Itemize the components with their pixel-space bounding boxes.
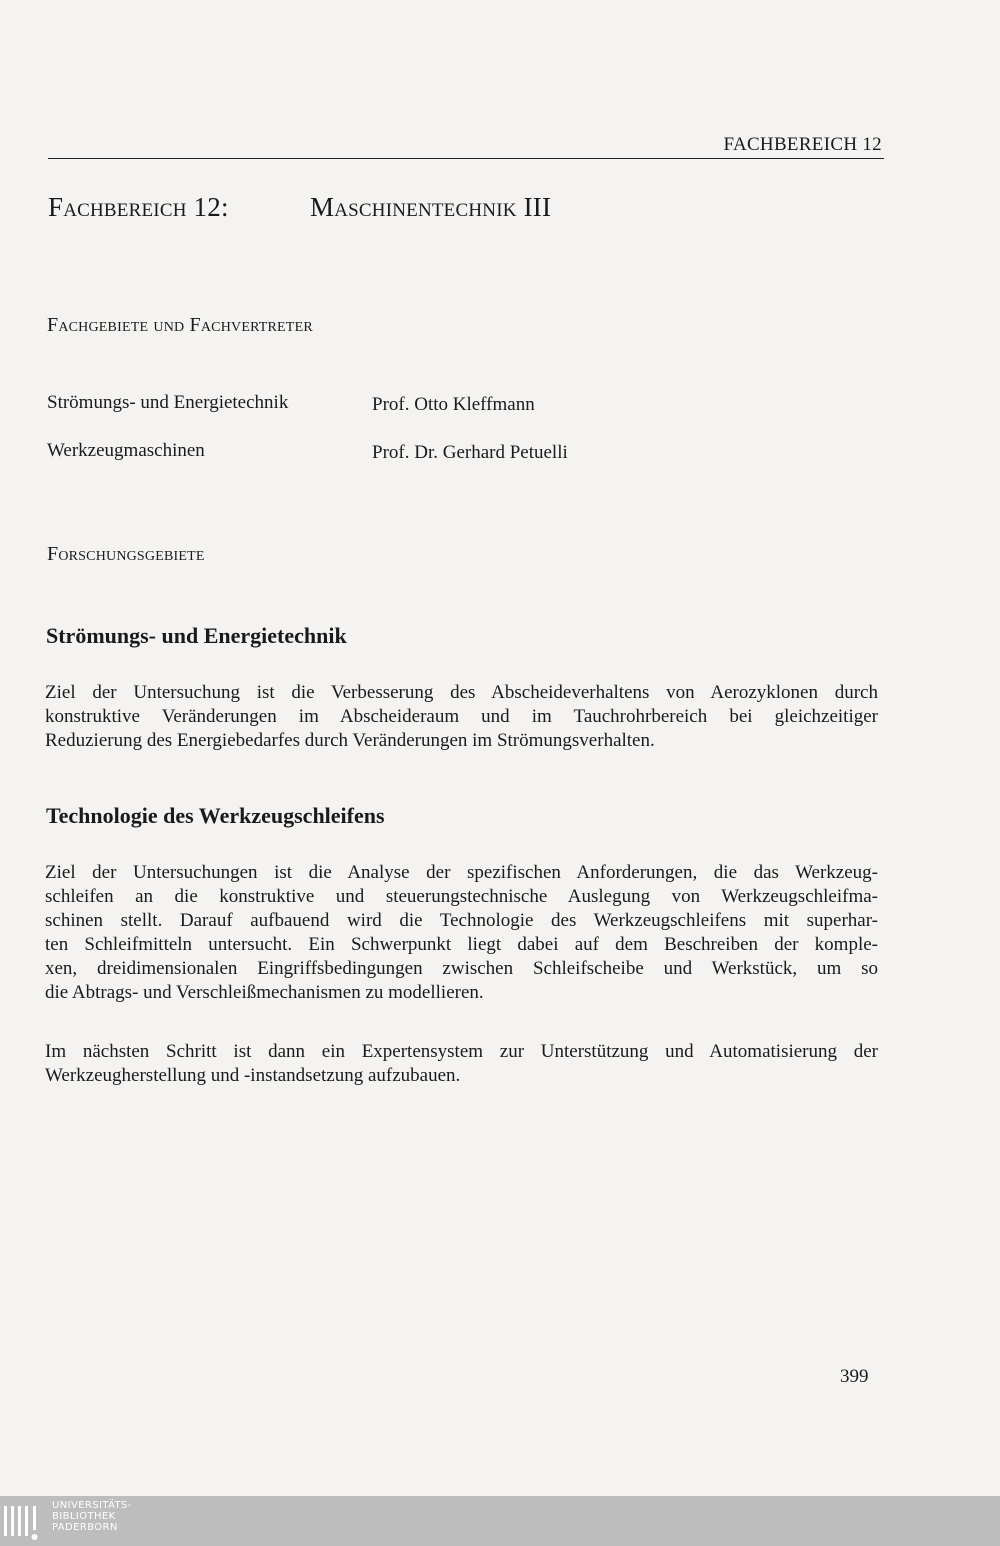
library-footer — [0, 1496, 1000, 1546]
research-heading-stroemung: Strömungs- und Energietechnik — [46, 623, 347, 648]
paragraph-line: xen, dreidimensionalen Eingriffsbedingungen zwischen Schleifscheibe und Werkstück, um so — [45, 958, 878, 979]
page-number: 399 — [840, 1366, 869, 1387]
running-head — [48, 132, 884, 159]
page-title-name: Maschinentechnik III — [310, 192, 552, 222]
page-title-number: Fachbereich 12: — [48, 192, 229, 222]
paragraph-line: schleifen an die konstruktive und steuerungstechnische Auslegung von Werkzeugschleifma- — [45, 886, 878, 907]
fachgebiet-person: Prof. Dr. Gerhard Petuelli — [372, 442, 568, 463]
library-name — [52, 1500, 132, 1533]
research-heading-werkzeugschleifen: Technologie des Werkzeugschleifens — [46, 803, 385, 828]
research-paragraph — [45, 861, 878, 1005]
page-title — [48, 192, 552, 223]
paragraph-line: konstruktive Veränderungen im Abscheideraum und im Tauchrohrbereich bei gleichzeitiger — [45, 706, 878, 727]
paragraph-line: die Abtrags- und Verschleißmechanismen zu modellieren. — [45, 982, 484, 1003]
fachgebiet-row — [47, 440, 568, 463]
forschung-heading: Forschungsgebiete — [47, 543, 205, 565]
library-name-line: PADERBORN — [52, 1522, 118, 1533]
paragraph-line: Ziel der Untersuchungen ist die Analyse der spezifischen Anforderungen, die das Werkzeug- — [45, 862, 878, 883]
research-paragraph — [45, 681, 878, 753]
library-logo-icon — [3, 1504, 43, 1544]
library-name-line: BIBLIOTHEK — [52, 1511, 116, 1522]
fachgebiet-person: Prof. Otto Kleffmann — [372, 394, 535, 415]
fachgebiet-field: Werkzeugmaschinen — [47, 440, 205, 461]
paragraph-line: ten Schleifmitteln untersucht. Ein Schwerpunkt liegt dabei auf dem Beschreiben der komple- — [45, 934, 878, 955]
paragraph-line: Reduzierung des Energiebedarfes durch Veränderungen im Strömungsverhalten. — [45, 730, 655, 751]
paragraph-line: Werkzeugherstellung und -instandsetzung aufzubauen. — [45, 1065, 461, 1086]
fachgebiet-field: Strömungs- und Energietechnik — [47, 392, 289, 413]
library-name-line: UNIVERSITÄTS- — [52, 1500, 132, 1511]
paragraph-line: Im nächsten Schritt ist dann ein Expertensystem zur Unterstützung und Automatisierung der — [45, 1041, 878, 1062]
fachgebiete-heading: Fachgebiete und Fachvertreter — [47, 314, 313, 336]
running-head-text: FACHBEREICH 12 — [723, 134, 882, 155]
fachgebiet-row — [47, 392, 535, 415]
paragraph-line: schinen stellt. Darauf aufbauend wird die Technologie des Werkzeugschleifens mit superhar- — [45, 910, 878, 931]
research-paragraph — [45, 1040, 878, 1088]
paragraph-line: Ziel der Untersuchung ist die Verbesserung des Abscheideverhaltens von Aerozyklonen durch — [45, 682, 878, 703]
